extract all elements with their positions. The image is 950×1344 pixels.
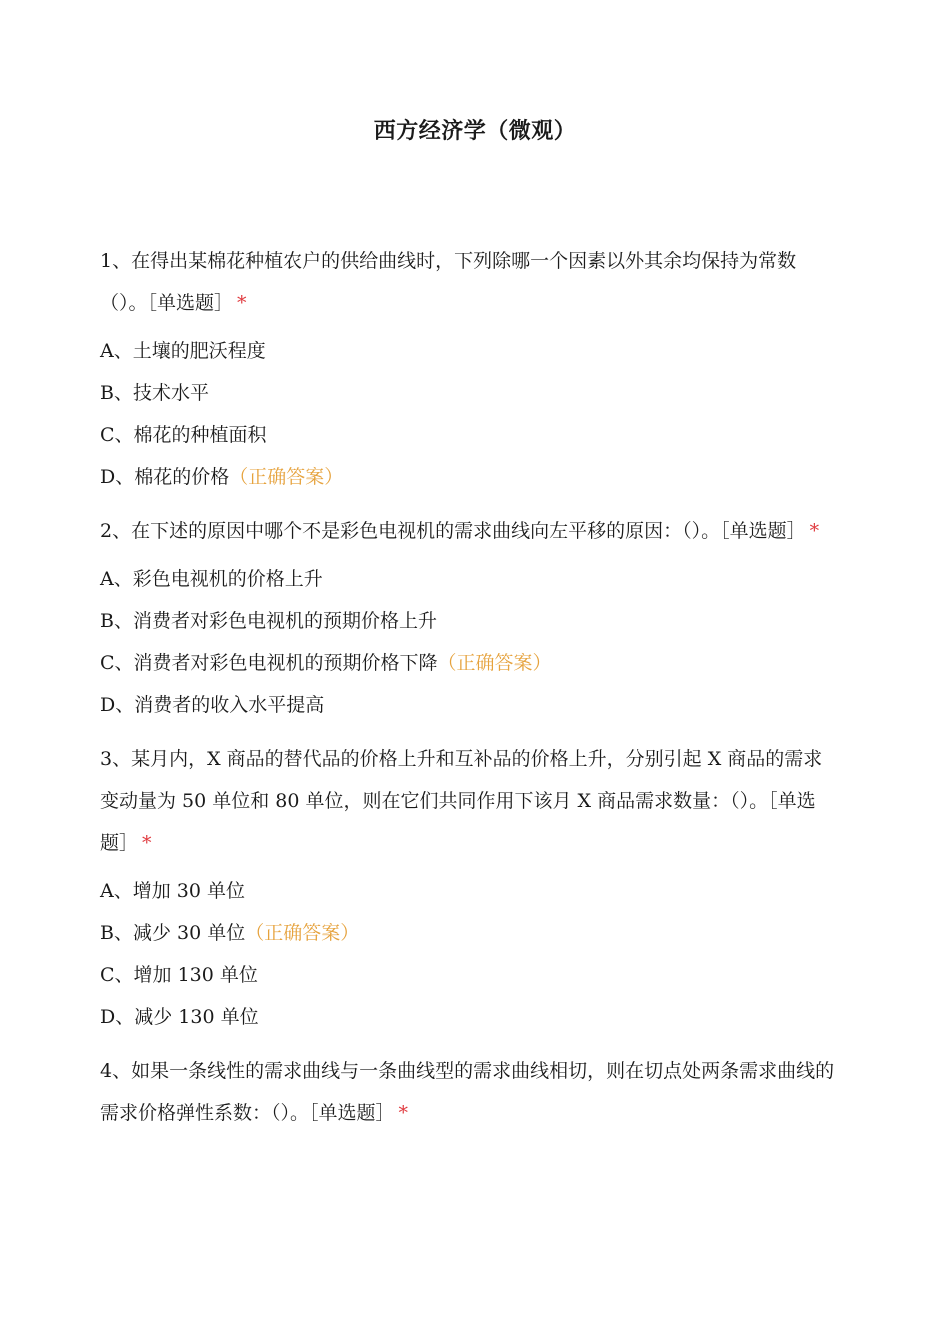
option-a: A、增加 30 单位 (100, 880, 245, 902)
option-b: B、消费者对彩色电视机的预期价格上升 (100, 610, 437, 632)
question-4 (100, 1050, 840, 1134)
correct-answer-label: （正确答案） (229, 466, 344, 488)
question-2 (100, 510, 840, 726)
question-text: 3、某月内，X 商品的替代品的价格上升和互补品的价格上升，分别引起 X 商品的需求变动量为 50 单位和 80 单位，则在它们共同作用下该月 X 商品需求数量：（）。［单选题］ * (100, 748, 823, 854)
option-c: C、棉花的种植面积 (100, 424, 267, 446)
question-list (100, 240, 840, 1146)
option-d: D、消费者的收入水平提高 (100, 694, 325, 716)
question-text: 1、在得出某棉花种植农户的供给曲线时，下列除哪一个因素以外其余均保持为常数（）。［单选题］ * (100, 250, 797, 314)
option-c: C、消费者对彩色电视机的预期价格下降（正确答案） (100, 652, 552, 674)
required-mark: * (237, 292, 247, 314)
correct-answer-label: （正确答案） (245, 922, 360, 944)
document-title: 西方经济学（微观） (373, 119, 577, 144)
option-d: D、棉花的价格（正确答案） (100, 466, 344, 488)
option-a: A、彩色电视机的价格上升 (100, 568, 323, 590)
question-3 (100, 738, 840, 1038)
required-mark: * (398, 1102, 409, 1124)
question-text: 2、在下述的原因中哪个不是彩色电视机的需求曲线向左平移的原因：（）。［单选题］ * (100, 520, 820, 542)
question-1 (100, 240, 840, 498)
option-d: D、减少 130 单位 (100, 1006, 259, 1028)
option-b: B、技术水平 (100, 382, 209, 404)
required-mark: * (142, 832, 152, 854)
option-a: A、土壤的肥沃程度 (100, 340, 266, 362)
required-mark: * (809, 520, 820, 542)
correct-answer-label: （正确答案） (437, 652, 552, 674)
option-c: C、增加 130 单位 (100, 964, 258, 986)
question-text: 4、如果一条线性的需求曲线与一条曲线型的需求曲线相切，则在切点处两条需求曲线的需求价格弹性系数：（）。［单选题］ * (100, 1060, 835, 1124)
option-b: B、减少 30 单位（正确答案） (100, 922, 360, 944)
